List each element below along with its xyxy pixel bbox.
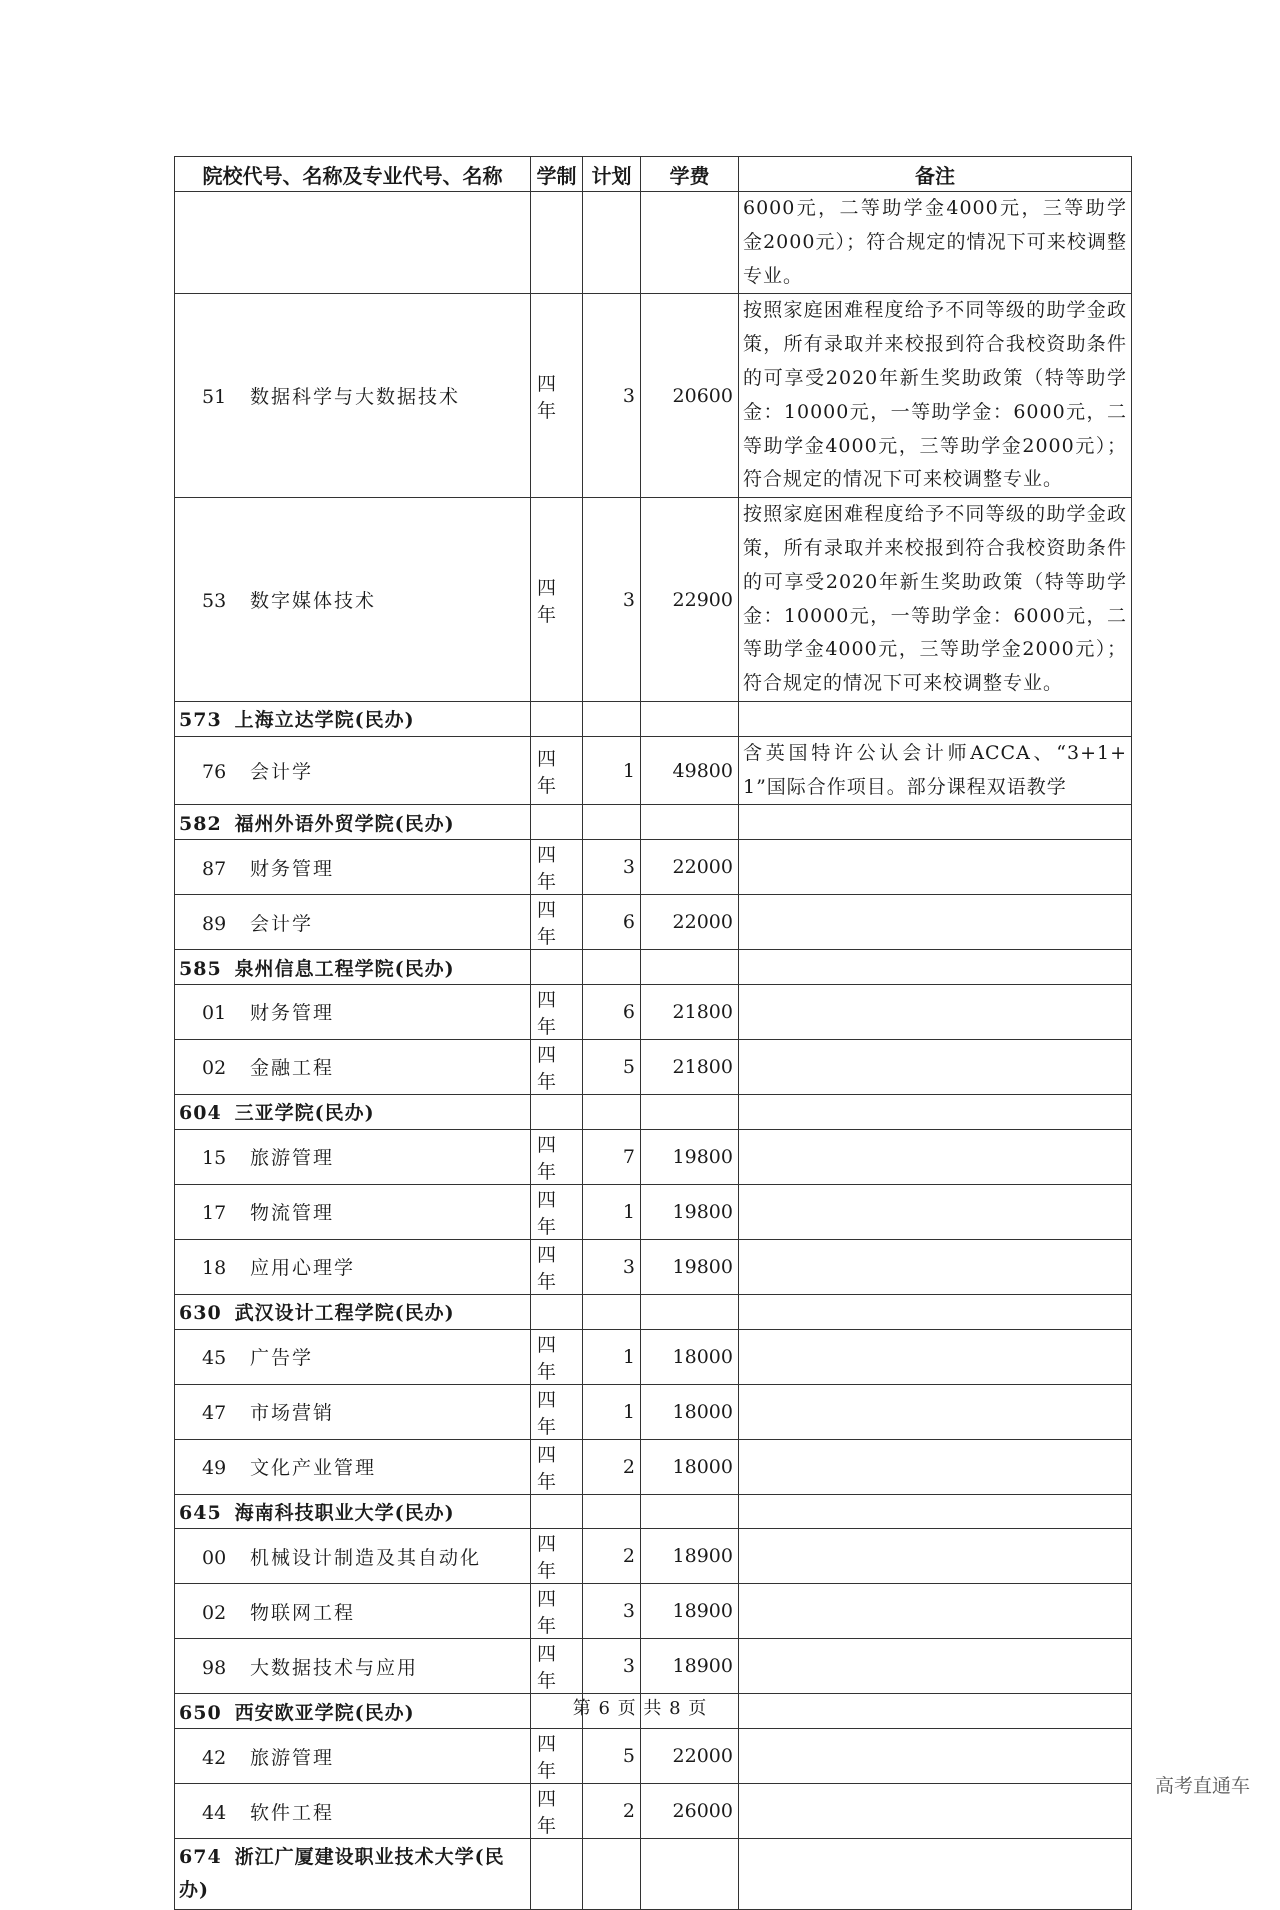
fee-cell: 21800 <box>641 984 739 1039</box>
school-code: 573 <box>179 709 222 732</box>
note-cell <box>739 1094 1132 1129</box>
duration-cell: 四年 <box>531 1439 583 1494</box>
major-name-cell <box>175 1384 531 1439</box>
major-row <box>175 1039 1132 1094</box>
school-name-cell <box>175 950 531 985</box>
note-cell: 含英国特许公认会计师ACCA、“3+1+1”国际合作项目。部分课程双语教学 <box>739 736 1132 805</box>
plan-cell: 3 <box>583 294 641 498</box>
plan-cell <box>583 950 641 985</box>
plan-cell: 7 <box>583 1129 641 1184</box>
school-row <box>175 805 1132 840</box>
plan-cell <box>583 1839 641 1910</box>
major-name-cell <box>175 736 531 805</box>
duration-cell: 四年 <box>531 1784 583 1839</box>
fee-cell <box>641 1494 739 1529</box>
duration-cell: 四年 <box>531 1639 583 1694</box>
plan-cell <box>583 805 641 840</box>
note-cell <box>739 1184 1132 1239</box>
duration-cell <box>531 701 583 736</box>
school-code: 650 <box>179 1701 222 1724</box>
major-row <box>175 1529 1132 1584</box>
major-name: 大数据技术与应用 <box>250 1656 419 1679</box>
school-code: 674 <box>179 1846 222 1869</box>
watermark: 高考直通车 <box>1154 1775 1250 1797</box>
major-name: 广告学 <box>250 1347 314 1370</box>
major-name: 物联网工程 <box>250 1601 356 1624</box>
note-cell <box>739 1729 1132 1784</box>
school-row <box>175 1494 1132 1529</box>
major-name-cell <box>175 840 531 895</box>
plan-cell <box>583 1494 641 1529</box>
major-code: 87 <box>202 857 227 880</box>
note-cell <box>739 1329 1132 1384</box>
note-cell <box>739 1529 1132 1584</box>
duration-cell: 四年 <box>531 1584 583 1639</box>
plan-cell: 3 <box>583 1584 641 1639</box>
duration-cell: 四年 <box>531 1384 583 1439</box>
major-name: 金融工程 <box>250 1057 335 1080</box>
major-row <box>175 1784 1132 1839</box>
major-name-cell <box>175 895 531 950</box>
school-name-cell <box>175 805 531 840</box>
duration-cell: 四年 <box>531 1529 583 1584</box>
duration-cell: 四年 <box>531 1329 583 1384</box>
major-row <box>175 984 1132 1039</box>
major-name-cell <box>175 1184 531 1239</box>
plan-cell: 5 <box>583 1729 641 1784</box>
school-code: 645 <box>179 1501 222 1524</box>
major-name: 旅游管理 <box>250 1746 335 1769</box>
major-code: 02 <box>202 1057 227 1080</box>
enrollment-plan-table <box>174 156 1132 1910</box>
major-name: 文化产业管理 <box>250 1457 377 1480</box>
note-cell <box>739 1784 1132 1839</box>
school-name-cell <box>175 1494 531 1529</box>
school-name: 武汉设计工程学院(民办) <box>234 1302 455 1325</box>
major-code: 51 <box>202 386 227 409</box>
fee-cell: 22000 <box>641 1729 739 1784</box>
note-cell <box>739 1294 1132 1329</box>
fee-cell: 18900 <box>641 1584 739 1639</box>
major-code: 01 <box>202 1002 227 1025</box>
school-name-cell <box>175 1839 531 1910</box>
major-row <box>175 840 1132 895</box>
school-code: 585 <box>179 957 222 980</box>
school-name: 上海立达学院(民办) <box>234 709 415 732</box>
table-header-row <box>175 157 1132 192</box>
plan-cell: 1 <box>583 1384 641 1439</box>
major-name-cell <box>175 1439 531 1494</box>
major-row <box>175 1439 1132 1494</box>
school-code: 582 <box>179 812 222 835</box>
major-name-cell <box>175 294 531 498</box>
major-code: 15 <box>202 1147 227 1170</box>
major-code: 45 <box>202 1347 227 1370</box>
fee-cell: 19800 <box>641 1239 739 1294</box>
page-footer: 第 6 页 共 8 页 <box>572 1698 708 1719</box>
duration-cell: 四年 <box>531 1039 583 1094</box>
major-code: 89 <box>202 912 227 935</box>
major-row <box>175 1239 1132 1294</box>
header-plan: 计划 <box>583 157 641 192</box>
fee-cell <box>641 1839 739 1910</box>
major-code: 44 <box>202 1801 227 1824</box>
fee-cell: 21800 <box>641 1039 739 1094</box>
major-row <box>175 294 1132 498</box>
fee-cell <box>641 950 739 985</box>
major-name-cell <box>175 1584 531 1639</box>
major-name-cell <box>175 1784 531 1839</box>
major-row <box>175 1184 1132 1239</box>
plan-cell: 1 <box>583 736 641 805</box>
duration-cell: 四年 <box>531 1729 583 1784</box>
major-name: 物流管理 <box>250 1202 335 1225</box>
plan-cell: 3 <box>583 1239 641 1294</box>
fee-cell <box>641 192 739 294</box>
fee-cell: 22900 <box>641 498 739 702</box>
duration-cell <box>531 1839 583 1910</box>
header-duration: 学制 <box>531 157 583 192</box>
duration-cell: 四年 <box>531 1129 583 1184</box>
duration-cell: 四年 <box>531 736 583 805</box>
name-cell <box>175 192 531 294</box>
note-cell <box>739 805 1132 840</box>
fee-cell: 19800 <box>641 1129 739 1184</box>
plan-cell: 3 <box>583 840 641 895</box>
school-row <box>175 1839 1132 1910</box>
note-cell <box>739 895 1132 950</box>
major-row <box>175 736 1132 805</box>
school-name-cell <box>175 1094 531 1129</box>
duration-cell <box>531 805 583 840</box>
duration-cell: 四年 <box>531 1184 583 1239</box>
school-row <box>175 1094 1132 1129</box>
note-cell <box>739 1639 1132 1694</box>
major-name: 软件工程 <box>250 1801 335 1824</box>
duration-cell <box>531 192 583 294</box>
plan-cell: 6 <box>583 984 641 1039</box>
major-name-cell <box>175 1239 531 1294</box>
major-code: 00 <box>202 1546 227 1569</box>
major-name: 财务管理 <box>250 1002 335 1025</box>
school-name: 西安欧亚学院(民办) <box>234 1701 415 1724</box>
major-row <box>175 1639 1132 1694</box>
major-name: 应用心理学 <box>250 1257 356 1280</box>
note-cell <box>739 950 1132 985</box>
plan-cell: 1 <box>583 1329 641 1384</box>
note-cell: 按照家庭困难程度给予不同等级的助学金政策，所有录取并来校报到符合我校资助条件的可享受2020年新生奖助政策（特等助学金：10000元，一等助学金：6000元，二等助学金4000元，三等助学金2000元）；符合规定的情况下可来校调整专业。 <box>739 294 1132 498</box>
duration-cell: 四年 <box>531 984 583 1039</box>
header-name: 院校代号、名称及专业代号、名称 <box>175 157 531 192</box>
major-name: 市场营销 <box>250 1402 335 1425</box>
duration-cell: 四年 <box>531 294 583 498</box>
note-cell <box>739 984 1132 1039</box>
duration-cell <box>531 1494 583 1529</box>
major-code: 02 <box>202 1601 227 1624</box>
major-name: 财务管理 <box>250 857 335 880</box>
plan-cell <box>583 1094 641 1129</box>
duration-cell <box>531 950 583 985</box>
major-code: 49 <box>202 1457 227 1480</box>
major-name-cell <box>175 1639 531 1694</box>
major-row <box>175 1329 1132 1384</box>
school-name: 三亚学院(民办) <box>234 1102 375 1125</box>
duration-cell: 四年 <box>531 498 583 702</box>
fee-cell <box>641 805 739 840</box>
major-row <box>175 498 1132 702</box>
major-name-cell <box>175 1039 531 1094</box>
note-cell <box>739 1039 1132 1094</box>
plan-cell <box>583 1294 641 1329</box>
school-row <box>175 950 1132 985</box>
school-name: 泉州信息工程学院(民办) <box>234 957 455 980</box>
fee-cell: 18900 <box>641 1639 739 1694</box>
major-row <box>175 895 1132 950</box>
plan-cell <box>583 701 641 736</box>
note-cell <box>739 1239 1132 1294</box>
note-cell <box>739 840 1132 895</box>
major-name-cell <box>175 984 531 1039</box>
fee-cell: 18000 <box>641 1384 739 1439</box>
duration-cell: 四年 <box>531 1239 583 1294</box>
continued-row <box>175 192 1132 294</box>
note-cell: 6000元，二等助学金4000元，三等助学金2000元）；符合规定的情况下可来校调整专业。 <box>739 192 1132 294</box>
major-name: 会计学 <box>250 761 314 784</box>
major-code: 17 <box>202 1202 227 1225</box>
major-code: 53 <box>202 590 227 613</box>
school-code: 604 <box>179 1102 222 1125</box>
school-name: 浙江广厦建设职业技术大学(民办) <box>179 1846 505 1902</box>
major-code: 47 <box>202 1402 227 1425</box>
note-cell <box>739 1439 1132 1494</box>
fee-cell: 22000 <box>641 895 739 950</box>
major-name: 会计学 <box>250 912 314 935</box>
plan-cell: 1 <box>583 1184 641 1239</box>
plan-cell: 5 <box>583 1039 641 1094</box>
note-cell <box>739 1384 1132 1439</box>
duration-cell <box>531 1094 583 1129</box>
major-name-cell <box>175 1529 531 1584</box>
fee-cell: 19800 <box>641 1184 739 1239</box>
major-name: 数据科学与大数据技术 <box>250 386 461 409</box>
major-name-cell <box>175 498 531 702</box>
major-name: 机械设计制造及其自动化 <box>250 1546 482 1569</box>
school-name: 福州外语外贸学院(民办) <box>234 812 455 835</box>
duration-cell <box>531 1294 583 1329</box>
school-name-cell <box>175 701 531 736</box>
header-fee: 学费 <box>641 157 739 192</box>
plan-cell: 3 <box>583 498 641 702</box>
plan-cell: 3 <box>583 1639 641 1694</box>
plan-cell: 6 <box>583 895 641 950</box>
fee-cell: 49800 <box>641 736 739 805</box>
school-row <box>175 701 1132 736</box>
major-row <box>175 1384 1132 1439</box>
note-cell: 按照家庭困难程度给予不同等级的助学金政策，所有录取并来校报到符合我校资助条件的可享受2020年新生奖助政策（特等助学金：10000元，一等助学金：6000元，二等助学金4000元，三等助学金2000元）；符合规定的情况下可来校调整专业。 <box>739 498 1132 702</box>
plan-cell: 2 <box>583 1784 641 1839</box>
major-name-cell <box>175 1129 531 1184</box>
fee-cell <box>641 701 739 736</box>
major-name: 数字媒体技术 <box>250 590 377 613</box>
major-name: 旅游管理 <box>250 1147 335 1170</box>
note-cell <box>739 1129 1132 1184</box>
school-name-cell <box>175 1294 531 1329</box>
major-row <box>175 1584 1132 1639</box>
major-name-cell <box>175 1329 531 1384</box>
school-code: 630 <box>179 1302 222 1325</box>
major-code: 42 <box>202 1746 227 1769</box>
header-note: 备注 <box>739 157 1132 192</box>
fee-cell: 18000 <box>641 1439 739 1494</box>
major-row <box>175 1729 1132 1784</box>
fee-cell <box>641 1094 739 1129</box>
major-row <box>175 1129 1132 1184</box>
major-code: 76 <box>202 761 227 784</box>
major-name-cell <box>175 1729 531 1784</box>
plan-cell <box>583 192 641 294</box>
fee-cell: 18900 <box>641 1529 739 1584</box>
plan-cell: 2 <box>583 1529 641 1584</box>
note-cell <box>739 1839 1132 1910</box>
plan-cell: 2 <box>583 1439 641 1494</box>
duration-cell: 四年 <box>531 840 583 895</box>
duration-cell: 四年 <box>531 895 583 950</box>
fee-cell: 18000 <box>641 1329 739 1384</box>
major-code: 98 <box>202 1656 227 1679</box>
fee-cell: 26000 <box>641 1784 739 1839</box>
school-name: 海南科技职业大学(民办) <box>234 1501 455 1524</box>
fee-cell <box>641 1294 739 1329</box>
school-row <box>175 1294 1132 1329</box>
note-cell <box>739 701 1132 736</box>
fee-cell: 22000 <box>641 840 739 895</box>
note-cell <box>739 1494 1132 1529</box>
major-code: 18 <box>202 1257 227 1280</box>
fee-cell: 20600 <box>641 294 739 498</box>
note-cell <box>739 1584 1132 1639</box>
